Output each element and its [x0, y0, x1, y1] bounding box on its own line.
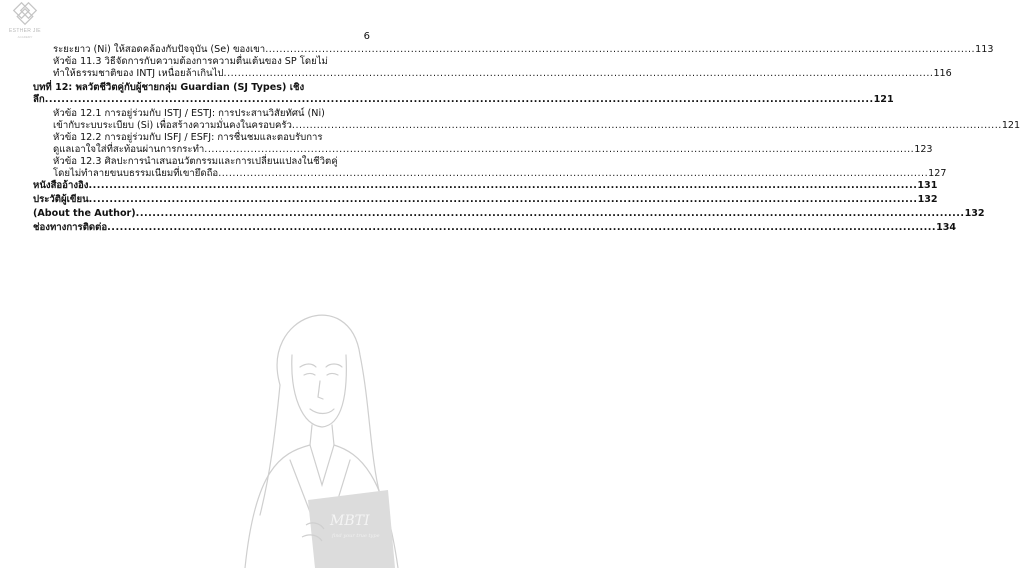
toc-page-number: 123: [914, 144, 933, 155]
toc-leader-dots: ........................................................................................................................................................................................................: [88, 180, 918, 191]
toc-entry-text: หัวข้อ 11.3 วิธีจัดการกับความต้องการความตื่นเต้นของ SP โดยไม่: [53, 56, 328, 67]
toc-gap: [33, 234, 370, 236]
table-of-contents: [33, 44, 1020, 236]
toc-entry[interactable]: [33, 194, 938, 206]
mbti-book: [308, 490, 395, 568]
toc-entry-text: เข้ากับระบบระเบียบ (Si) เพื่อสร้างความมั่นคงในครอบครัว: [53, 120, 292, 131]
toc-entry[interactable]: [33, 82, 894, 106]
toc-page-number: 134: [936, 222, 957, 233]
toc-entry[interactable]: [33, 222, 957, 234]
woman-with-book-illustration: [220, 285, 400, 568]
toc-entry[interactable]: [33, 208, 985, 220]
toc-entry-text: โดยไม่ทำลายขนบธรรมเนียมที่เขายึดถือ: [53, 168, 219, 179]
toc-page-number: 127: [928, 168, 947, 179]
toc-entry[interactable]: [33, 132, 933, 156]
logo-text: ESTHER JIE: [9, 28, 41, 34]
page-number: 6: [363, 31, 370, 42]
toc-page-number: 121: [873, 94, 894, 105]
toc-entry-text: (About the Author): [33, 208, 136, 219]
book-subtitle: find your true type: [332, 533, 380, 539]
toc-entry[interactable]: [33, 180, 938, 192]
toc-entry-text: บทที่ 12: พลวัตชีวิตคู่กับผู้ชายกลุ่ม Guardian (SJ Types) เชิง: [33, 82, 305, 93]
toc-page-number: 132: [964, 208, 985, 219]
academy-logo: [3, 2, 47, 44]
toc-leader-dots: ........................................................................................................................................................................................................: [44, 94, 874, 105]
toc-entry-text: ประวัติผู้เขียน: [33, 194, 89, 205]
toc-leader-dots: ........................................................................................................................................................................................................: [107, 222, 937, 233]
toc-entry[interactable]: [33, 108, 1020, 132]
toc-entry-text: ทำให้ธรรมชาติของ INTJ เหนื่อยล้าเกินไป: [53, 68, 224, 79]
toc-leader-dots: ........................................................................................................................................................................................................: [223, 68, 934, 79]
toc-leader-dots: ........................................................................................................................................................................................................: [204, 144, 915, 155]
toc-entry-text: หัวข้อ 12.1 การอยู่ร่วมกับ ISTJ / ESTJ: การประสานวิสัยทัศน์ (Ni): [53, 108, 325, 119]
toc-leader-dots: ........................................................................................................................................................................................................: [88, 194, 918, 205]
toc-entry-text: ระยะยาว (Ni) ให้สอดคล้องกับปัจจุบัน (Se) ของเขา: [53, 44, 266, 55]
toc-entry[interactable]: [33, 56, 952, 80]
toc-leader-dots: ........................................................................................................................................................................................................: [218, 168, 929, 179]
toc-entry-text: ดูแลเอาใจใส่ที่สะท้อนผ่านการกระทำ: [53, 144, 205, 155]
toc-entry[interactable]: [33, 156, 947, 180]
toc-page-number: 131: [917, 180, 938, 191]
toc-page-number: 116: [933, 68, 952, 79]
logo-subtext: ACADEMY: [17, 35, 33, 39]
toc-page-number: 121: [1001, 120, 1020, 131]
book-title: MBTI: [330, 513, 370, 529]
toc-entry-text: ช่องทางการติดต่อ: [33, 222, 108, 233]
toc-entry-text: หนังสืออ้างอิง: [33, 180, 89, 191]
toc-entry-text: หัวข้อ 12.3 ศิลปะการนำเสนอนวัตกรรมและการเปลี่ยนแปลงในชีวิตคู่: [53, 156, 338, 167]
toc-leader-dots: ........................................................................................................................................................................................................: [265, 44, 976, 55]
toc-page-number: 113: [975, 44, 994, 55]
toc-leader-dots: ........................................................................................................................................................................................................: [291, 120, 1002, 131]
toc-entry[interactable]: [33, 44, 994, 56]
toc-page-number: 132: [917, 194, 938, 205]
toc-entry-text: ลึก: [33, 94, 45, 105]
toc-entry-text: หัวข้อ 12.2 การอยู่ร่วมกับ ISFJ / ESFJ: การชื่นชมและตอบรับการ: [53, 132, 323, 143]
toc-leader-dots: ........................................................................................................................................................................................................: [135, 208, 965, 219]
logo-emblem-icon: [3, 2, 47, 30]
